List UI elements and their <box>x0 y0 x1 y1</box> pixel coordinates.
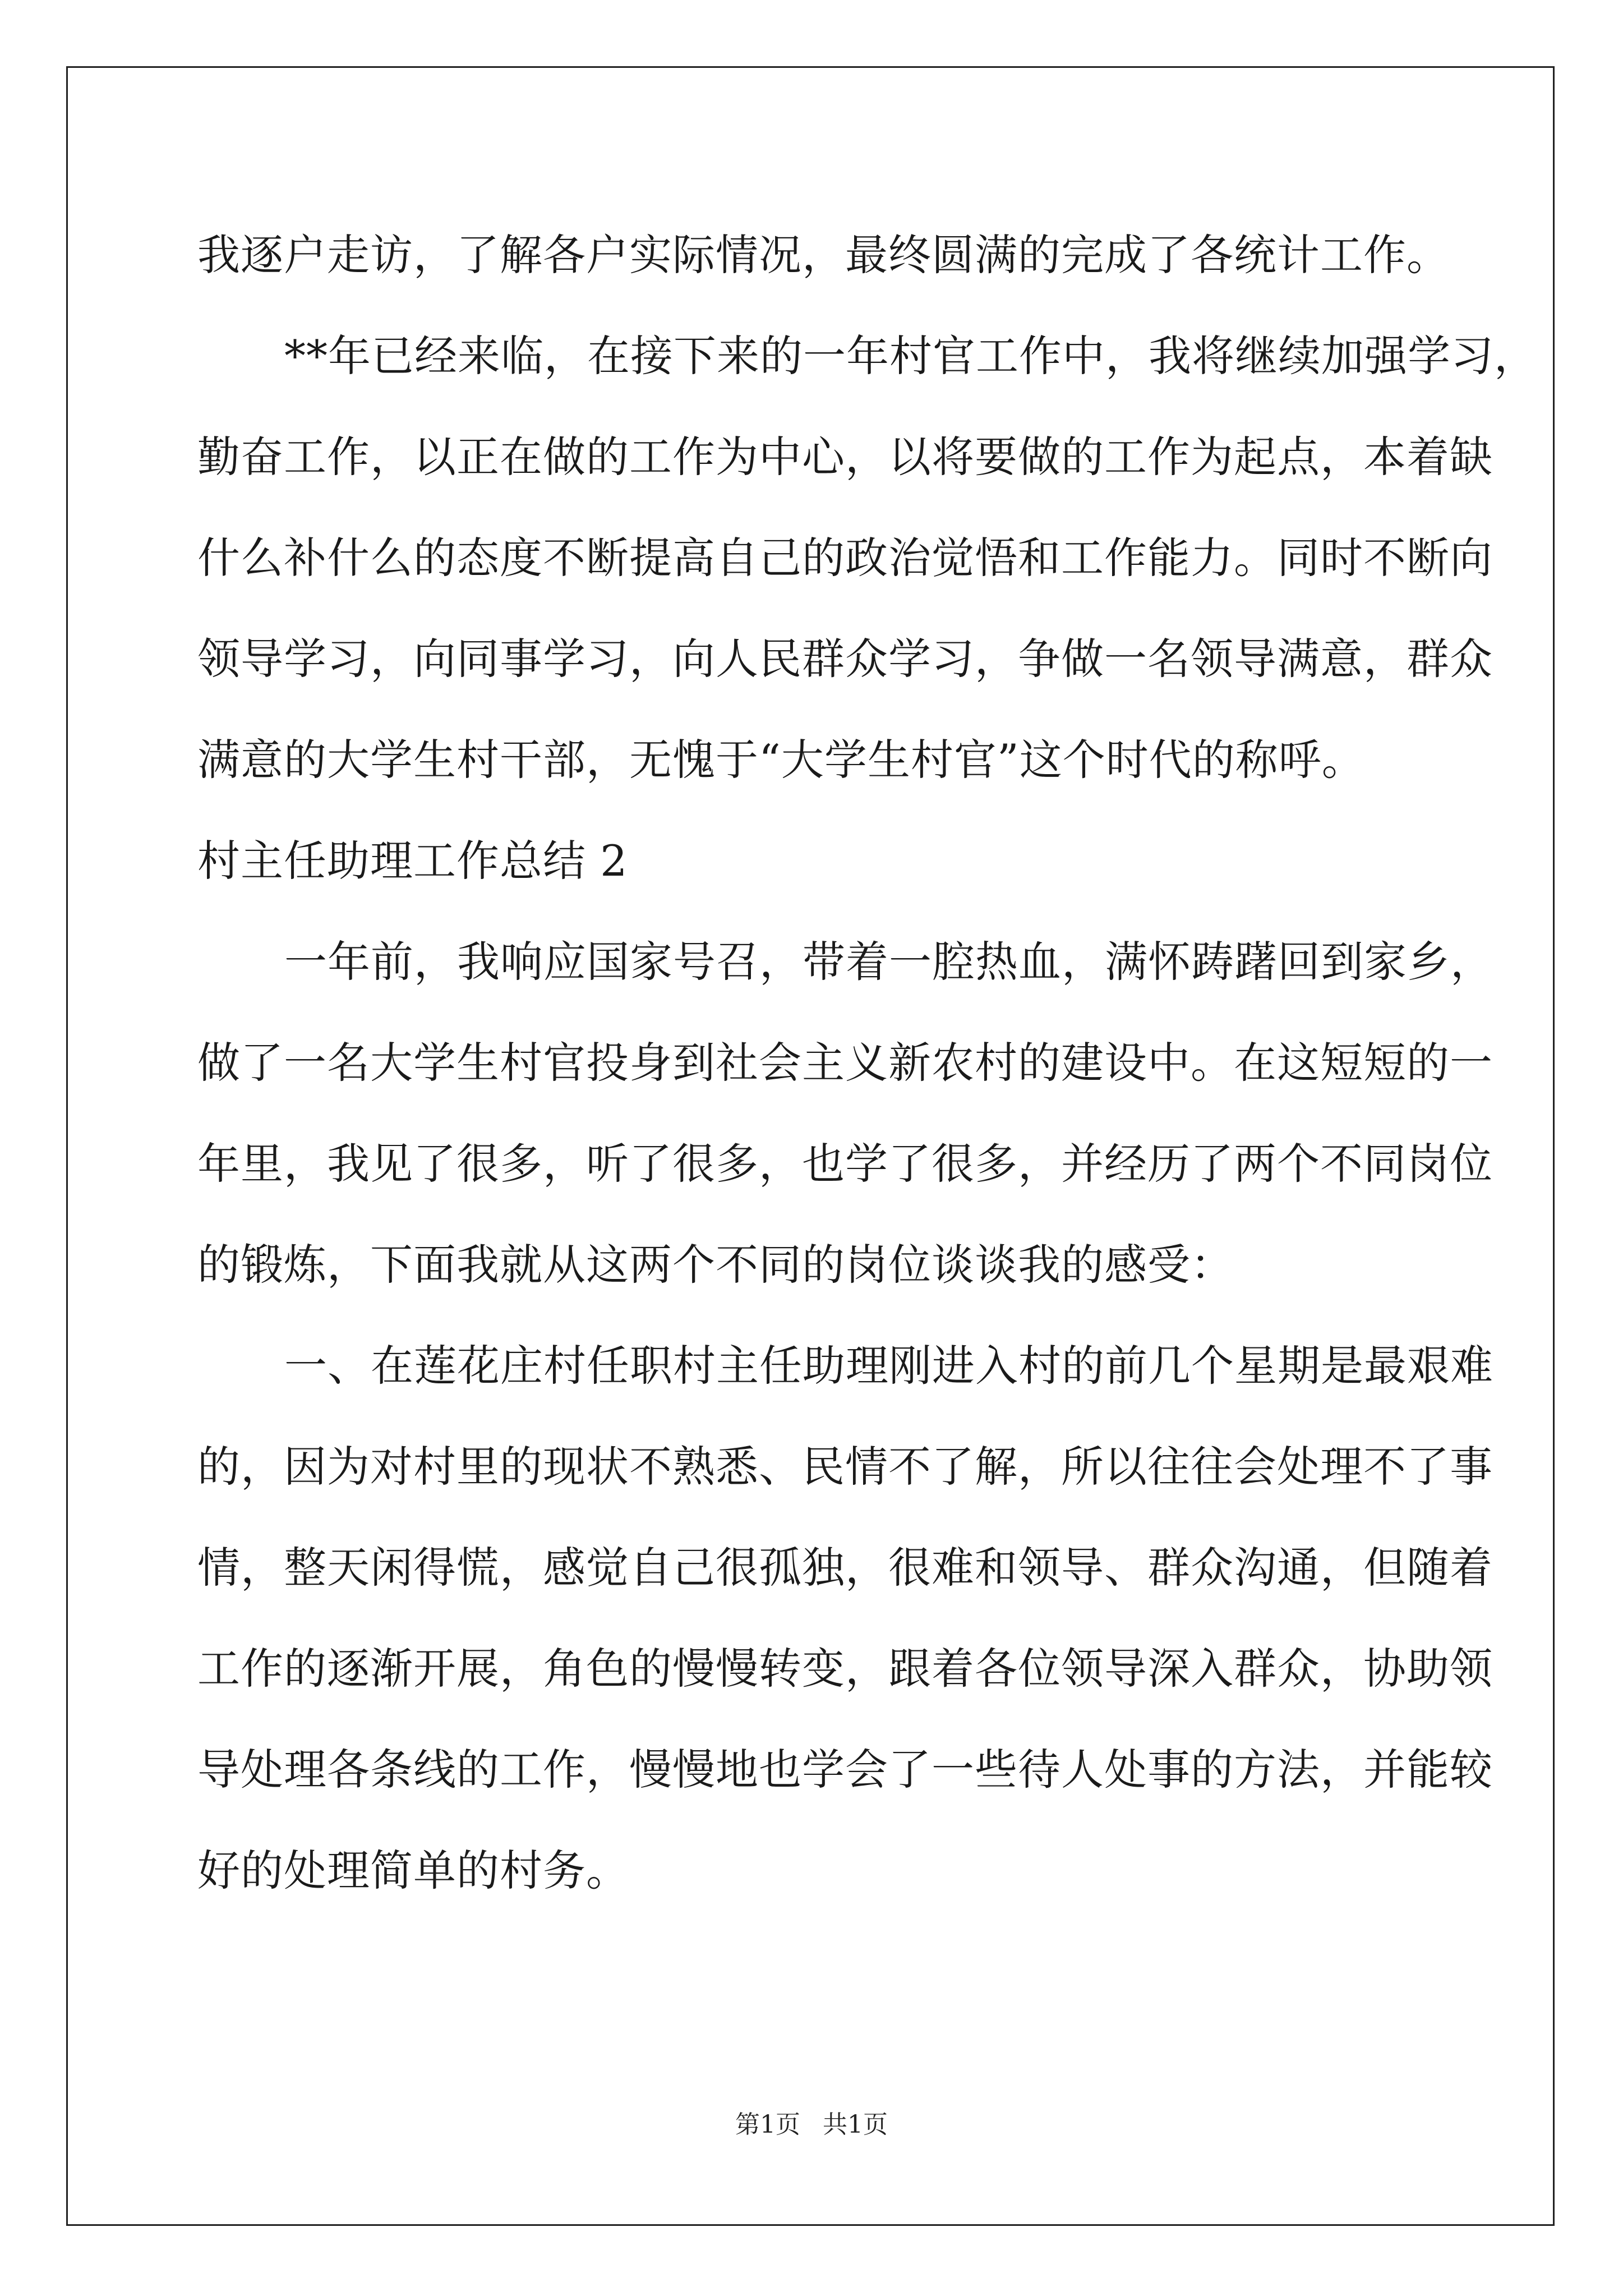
text-line: 勤奋工作，以正在做的工作为中心，以将要做的工作为起点，本着缺 <box>197 432 1493 482</box>
text-line: 一年前，我响应国家号召，带着一腔热血，满怀踌躇回到家乡， <box>284 937 1493 987</box>
text-line: 我逐户走访，了解各户实际情况，最终圆满的完成了各统计工作。 <box>197 230 1450 280</box>
text-line: 情，整天闲得慌，感觉自己很孤独，很难和领导、群众沟通，但随着 <box>197 1543 1493 1593</box>
section-heading: 村主任助理工作总结 2 <box>197 836 628 886</box>
text-line: 好的处理简单的村务。 <box>197 1846 629 1895</box>
text-line: 的，因为对村里的现状不熟悉、民情不了解，所以往往会处理不了事 <box>197 1442 1493 1492</box>
text-line: 导处理各条线的工作，慢慢地也学会了一些待人处事的方法，并能较 <box>197 1745 1493 1795</box>
text-line: 做了一名大学生村官投身到社会主义新农村的建设中。在这短短的一 <box>197 1038 1493 1088</box>
page-number: 第1页 <box>735 2110 800 2139</box>
text-line: 工作的逐渐开展，角色的慢慢转变，跟着各位领导深入群众，协助领 <box>197 1644 1493 1694</box>
text-line: 什么补什么的态度不断提高自己的政治觉悟和工作能力。同时不断向 <box>197 533 1493 583</box>
text-line: 领导学习，向同事学习，向人民群众学习，争做一名领导满意，群众 <box>197 634 1493 684</box>
page-total: 共1页 <box>823 2110 888 2139</box>
text-line: 一、在莲花庄村任职村主任助理刚进入村的前几个星期是最艰难 <box>284 1341 1493 1391</box>
text-line: 满意的大学生村干部，无愧于“大学生村官”这个时代的称呼。 <box>197 735 1365 785</box>
text-line: **年已经来临，在接下来的一年村官工作中，我将继续加强学习， <box>284 331 1537 381</box>
text-line: 年里，我见了很多，听了很多，也学了很多，并经历了两个不同岗位 <box>197 1139 1493 1189</box>
page-footer <box>0 2108 1623 2142</box>
text-line: 的锻炼，下面我就从这两个不同的岗位谈谈我的感受： <box>197 1240 1234 1290</box>
document-body <box>197 205 1537 1921</box>
